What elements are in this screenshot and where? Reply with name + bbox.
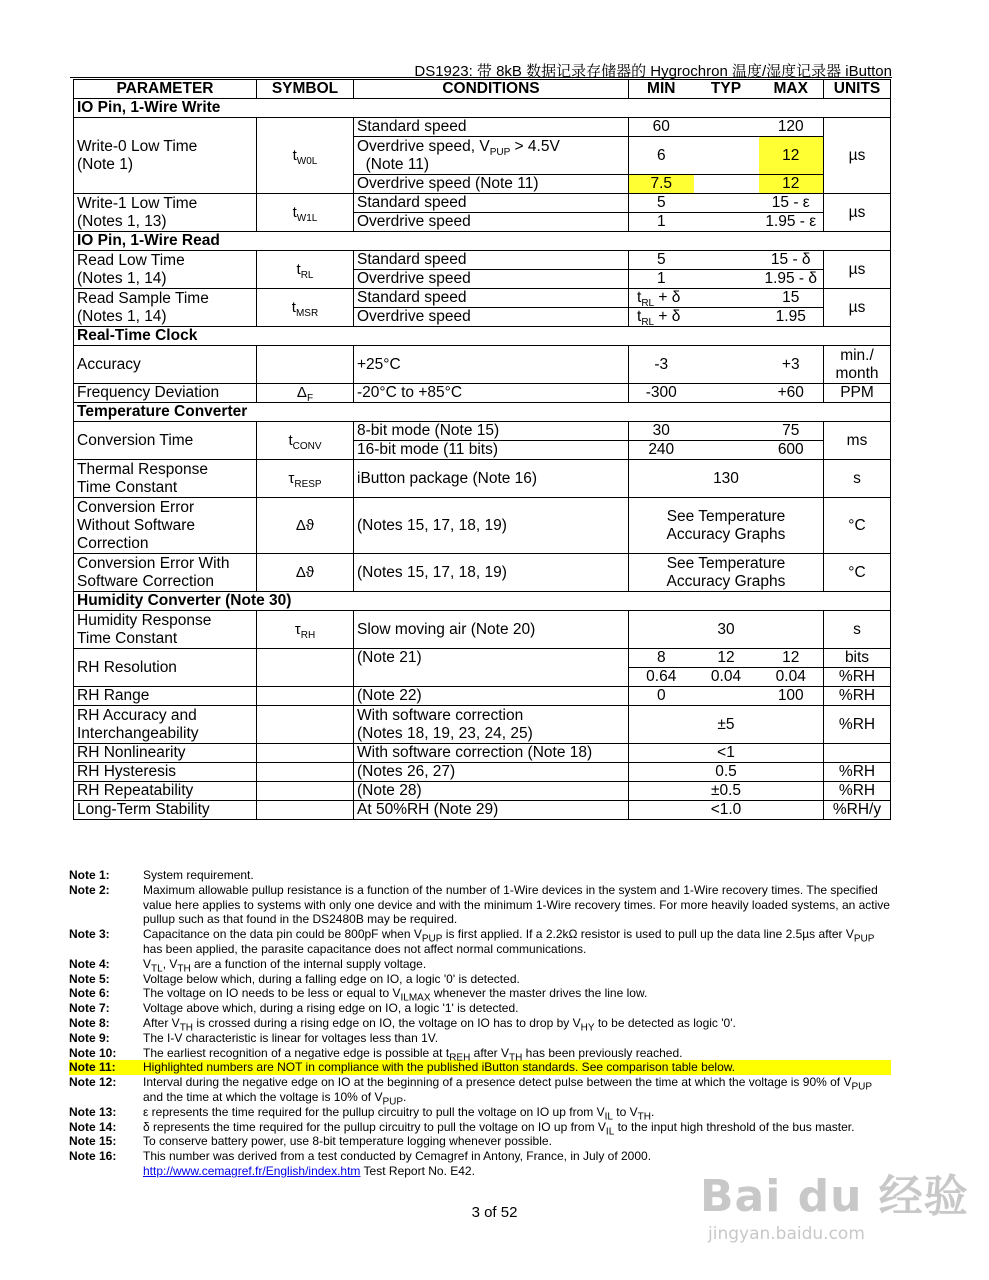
typ-cell: See Temperature Accuracy Graphs xyxy=(629,498,824,554)
spec-table xyxy=(73,79,891,820)
units-cell: °C xyxy=(824,498,891,554)
section-humidity: Humidity Converter (Note 30) xyxy=(74,592,891,611)
param-cell: Read Low Time (Notes 1, 14) xyxy=(74,251,257,289)
typ-cell xyxy=(694,422,759,441)
typ-cell: 12 xyxy=(694,649,759,668)
condition-cell: Overdrive speed xyxy=(354,270,629,289)
table-row xyxy=(74,687,891,706)
table-row xyxy=(74,194,891,213)
table-row xyxy=(74,782,891,801)
condition-cell: (Note 28) xyxy=(354,782,629,801)
table-row xyxy=(74,554,891,592)
table-row xyxy=(74,744,891,763)
document-header: DS1923: 带 8kB 数据记录存储器的 Hygrochron 温度/湿度记录器 iButton xyxy=(414,63,892,80)
condition-cell: 16-bit mode (11 bits) xyxy=(354,441,629,460)
condition-cell: Overdrive speed xyxy=(354,308,629,327)
condition-cell: With software correction (Note 18) xyxy=(354,744,629,763)
typ-cell xyxy=(694,384,759,403)
col-header-typ: TYP xyxy=(694,80,759,99)
max-cell: 120 xyxy=(759,118,824,137)
note-5: Note 5: Voltage below which, during a falling edge on IO, a logic '0' is detected. xyxy=(69,971,520,986)
typ-cell xyxy=(694,270,759,289)
max-cell: 0.04 xyxy=(759,668,824,687)
col-header-units: UNITS xyxy=(824,80,891,99)
condition-cell: At 50%RH (Note 29) xyxy=(354,801,629,820)
param-cell: Conversion Error With Software Correction xyxy=(74,554,257,592)
param-cell: RH Range xyxy=(74,687,257,706)
min-cell: 1 xyxy=(629,270,694,289)
symbol-cell: $\tau_{RESP}$ xyxy=(257,460,354,498)
condition-cell: Standard speed xyxy=(354,289,629,308)
section-row xyxy=(74,232,891,251)
condition-cell: (Notes 26, 27) xyxy=(354,763,629,782)
symbol-cell: $t_{CONV}$ xyxy=(257,422,354,460)
min-cell: 0 xyxy=(629,687,694,706)
section-rtc: Real-Time Clock xyxy=(74,327,891,346)
condition-cell: +25°C xyxy=(354,346,629,384)
typ-cell: 0.04 xyxy=(694,668,759,687)
symbol-cell: Δϑ xyxy=(257,554,354,592)
typ-cell xyxy=(694,194,759,213)
min-cell: 60 xyxy=(629,118,694,137)
col-header-min: MIN xyxy=(629,80,694,99)
min-cell: 0.64 xyxy=(629,668,694,687)
units-cell: s xyxy=(824,611,891,649)
max-cell: 600 xyxy=(759,441,824,460)
min-cell: 8 xyxy=(629,649,694,668)
units-cell: s xyxy=(824,460,891,498)
table-row xyxy=(74,498,891,554)
col-header-parameter: PARAMETER xyxy=(74,80,257,99)
condition-cell: (Note 21) xyxy=(354,649,629,687)
symbol-cell xyxy=(257,687,354,706)
units-cell xyxy=(824,744,891,763)
typ-cell xyxy=(694,687,759,706)
max-cell: 75 xyxy=(759,422,824,441)
param-cell: Accuracy xyxy=(74,346,257,384)
min-cell: $t_{RL} + \delta$ xyxy=(629,289,694,308)
page-number: 3 of 52 xyxy=(471,1204,518,1221)
min-cell: 30 xyxy=(629,422,694,441)
section-io-read: IO Pin, 1-Wire Read xyxy=(74,232,891,251)
typ-cell xyxy=(694,213,759,232)
section-temp: Temperature Converter xyxy=(74,403,891,422)
symbol-cell xyxy=(257,782,354,801)
units-cell: ms xyxy=(824,422,891,460)
note-1: Note 1: System requirement. xyxy=(69,868,254,882)
note-14: Note 14: δ represents the time required for the pullup circuitry to pull the voltage on IO up from $V_{IL}$ to the input high threshold of the bus master. xyxy=(69,1119,855,1137)
max-cell: 1.95 - ε xyxy=(759,213,824,232)
section-row xyxy=(74,592,891,611)
param-cell: RH Resolution xyxy=(74,649,257,687)
note-16: Note 16: This number was derived from a test conducted by Cemagref in Antony, France, in July of 2000. http://www.cemagref.fr/English/index.htm Test Report No. E42. xyxy=(69,1149,652,1178)
typ-cell xyxy=(694,118,759,137)
param-cell: Humidity Response Time Constant xyxy=(74,611,257,649)
condition-cell: Standard speed xyxy=(354,251,629,270)
typ-cell: ±5 xyxy=(629,706,824,744)
param-cell: Thermal Response Time Constant xyxy=(74,460,257,498)
table-row xyxy=(74,706,891,744)
baidu-watermark xyxy=(700,1160,970,1250)
symbol-cell xyxy=(257,744,354,763)
typ-cell xyxy=(694,308,759,327)
condition-cell: (Note 22) xyxy=(354,687,629,706)
watermark-url: jingyan.baidu.com xyxy=(708,1224,865,1244)
max-cell: 1.95 xyxy=(759,308,824,327)
units-cell: µs xyxy=(824,194,891,232)
table-row xyxy=(74,384,891,403)
header-rule xyxy=(70,77,892,78)
min-cell: 5 xyxy=(629,194,694,213)
watermark-logo: Bai du 经验 xyxy=(700,1171,969,1222)
units-cell: %RH xyxy=(824,706,891,744)
units-cell: %RH xyxy=(824,687,891,706)
units-cell: °C xyxy=(824,554,891,592)
note-10: Note 10: The earliest recognition of a negative edge is possible at $t_{REH}$ after $V_{TH}$ has been previously reached. xyxy=(69,1045,683,1063)
table-row xyxy=(74,611,891,649)
param-cell: Frequency Deviation xyxy=(74,384,257,403)
table-row xyxy=(74,346,891,384)
param-cell: Read Sample Time (Notes 1, 14) xyxy=(74,289,257,327)
condition-cell: -20°C to +85°C xyxy=(354,384,629,403)
note-4: Note 4: $V_{TL}$, $V_{TH}$ are a function of the internal supply voltage. xyxy=(69,956,427,975)
section-row xyxy=(74,99,891,118)
units-cell: %RH xyxy=(824,668,891,687)
typ-cell: ±0.5 xyxy=(629,782,824,801)
typ-cell xyxy=(694,289,759,308)
table-row xyxy=(74,649,891,668)
param-cell: Conversion Time xyxy=(74,422,257,460)
notes-list xyxy=(69,868,891,1179)
note-11-highlighted: Note 11: Highlighted numbers are NOT in compliance with the published iButton standards. See comparison table below. xyxy=(69,1060,891,1075)
min-cell: $t_{RL} + \delta$ xyxy=(629,308,694,327)
symbol-cell: $t_{RL}$ xyxy=(257,251,354,289)
max-cell: 15 - ε xyxy=(759,194,824,213)
max-cell: +3 xyxy=(759,346,824,384)
table-row xyxy=(74,460,891,498)
symbol-cell: $t_{W1L}$ xyxy=(257,194,354,232)
symbol-cell xyxy=(257,649,354,687)
table-row xyxy=(74,289,891,308)
typ-cell: 0.5 xyxy=(629,763,824,782)
condition-cell: Slow moving air (Note 20) xyxy=(354,611,629,649)
param-cell: RH Repeatability xyxy=(74,782,257,801)
min-cell-highlighted: 7.5 xyxy=(629,175,694,194)
symbol-cell xyxy=(257,763,354,782)
units-cell: µs xyxy=(824,251,891,289)
symbol-cell xyxy=(257,346,354,384)
section-io-write: IO Pin, 1-Wire Write xyxy=(74,99,891,118)
max-cell-highlighted: 12 xyxy=(759,137,824,175)
condition-cell: Standard speed xyxy=(354,118,629,137)
table-row xyxy=(74,763,891,782)
units-cell: %RH xyxy=(824,763,891,782)
table-header-row xyxy=(74,80,891,99)
min-cell: -3 xyxy=(629,346,694,384)
max-cell: +60 xyxy=(759,384,824,403)
units-cell: µs xyxy=(824,289,891,327)
typ-cell: See Temperature Accuracy Graphs xyxy=(629,554,824,592)
symbol-cell xyxy=(257,801,354,820)
table-row xyxy=(74,118,891,137)
units-cell: min./ month xyxy=(824,346,891,384)
param-cell: RH Accuracy and Interchangeability xyxy=(74,706,257,744)
typ-cell: <1 xyxy=(629,744,824,763)
param-cell: Conversion Error Without Software Correction xyxy=(74,498,257,554)
condition-cell: With software correction (Notes 18, 19, 23, 24, 25) xyxy=(354,706,629,744)
max-cell: 15 - δ xyxy=(759,251,824,270)
units-cell: PPM xyxy=(824,384,891,403)
note-6: Note 6: The voltage on IO needs to be less or equal to $V_{ILMAX}$ whenever the master drives the line low. xyxy=(69,986,648,1004)
param-cell: Write-0 Low Time (Note 1) xyxy=(74,118,257,194)
table-row xyxy=(74,801,891,820)
symbol-cell xyxy=(257,706,354,744)
symbol-cell: $t_{W0L}$ xyxy=(257,118,354,194)
max-cell: 12 xyxy=(759,649,824,668)
param-cell: RH Hysteresis xyxy=(74,763,257,782)
min-cell: 5 xyxy=(629,251,694,270)
condition-cell: 8-bit mode (Note 15) xyxy=(354,422,629,441)
units-cell: bits xyxy=(824,649,891,668)
col-header-symbol: SYMBOL xyxy=(257,80,354,99)
param-cell: Long-Term Stability xyxy=(74,801,257,820)
min-cell: -300 xyxy=(629,384,694,403)
typ-cell xyxy=(694,175,759,194)
max-cell: 15 xyxy=(759,289,824,308)
condition-cell: Overdrive speed (Note 11) xyxy=(354,175,629,194)
typ-cell xyxy=(694,346,759,384)
typ-cell: 30 xyxy=(629,611,824,649)
units-cell: µs xyxy=(824,118,891,194)
table-row xyxy=(74,251,891,270)
note-13: Note 13: ε represents the time required for the pullup circuitry to pull the voltage on IO up from $V_{IL}$ to $V_{TH}$. xyxy=(69,1104,655,1123)
param-cell: RH Nonlinearity xyxy=(74,744,257,763)
condition-cell: iButton package (Note 16) xyxy=(354,460,629,498)
note-8: Note 8: After $V_{TH}$ is crossed during a rising edge on IO, the voltage on IO has to drop by $V_{HY}$ to be detected as logic '0'. xyxy=(69,1015,736,1034)
units-cell: %RH xyxy=(824,782,891,801)
symbol-cell: Δϑ xyxy=(257,498,354,554)
condition-cell: Overdrive speed, $V_{PUP} > 4.5V$ (Note 11) xyxy=(354,137,629,175)
col-header-max: MAX xyxy=(759,80,824,99)
col-header-conditions: CONDITIONS xyxy=(354,80,629,99)
note-9: Note 9: The I-V characteristic is linear for voltages less than 1V. xyxy=(69,1030,439,1045)
cemagref-link[interactable]: http://www.cemagref.fr/English/index.htm xyxy=(143,1163,361,1178)
note-15: Note 15: To conserve battery power, use 8-bit temperature logging whenever possible. xyxy=(69,1134,552,1149)
min-cell: 6 xyxy=(629,137,694,175)
note-7: Note 7: Voltage above which, during a rising edge on IO, a logic '1' is detected. xyxy=(69,1001,519,1016)
min-cell: 240 xyxy=(629,441,694,460)
condition-cell: (Notes 15, 17, 18, 19) xyxy=(354,554,629,592)
typ-cell: 130 xyxy=(629,460,824,498)
condition-cell: Standard speed xyxy=(354,194,629,213)
symbol-cell: $\Delta_F$ xyxy=(257,384,354,403)
typ-cell xyxy=(694,137,759,175)
typ-cell xyxy=(694,251,759,270)
max-cell: 1.95 - δ xyxy=(759,270,824,289)
note-12: Note 12: Interval during the negative edge on IO at the beginning of a presence detect pulse between the time at which the voltage is 90% of $V_{PUP}$ and the time at which the voltage is 10% of $V_{PUP}$. xyxy=(69,1075,873,1108)
max-cell-highlighted: 12 xyxy=(759,175,824,194)
max-cell: 100 xyxy=(759,687,824,706)
symbol-cell: $\tau_{RH}$ xyxy=(257,611,354,649)
min-cell: 1 xyxy=(629,213,694,232)
condition-cell: Overdrive speed xyxy=(354,213,629,232)
condition-cell: (Notes 15, 17, 18, 19) xyxy=(354,498,629,554)
note-2: Note 2: Maximum allowable pullup resistance is a function of the number of 1-Wire devices in the system and 1-Wire recovery times. The specified value here applies to systems with only one device and with the minimum 1-Wire recovery times. For more heavily loaded systems, an active pullup such as that found in the DS2480B may be required. xyxy=(69,882,890,927)
section-row xyxy=(74,403,891,422)
param-cell: Write-1 Low Time (Notes 1, 13) xyxy=(74,194,257,232)
table-row xyxy=(74,422,891,441)
note-3: Note 3: Capacitance on the data pin could be 800pF when $V_{PUP}$ is first applied. If a 2.2kΩ resistor is used to pull up the data line 2.5µs after $V_{PUP}$ has been applied, the parasite capacitance does not affect normal communications. xyxy=(69,927,875,956)
symbol-cell: $t_{MSR}$ xyxy=(257,289,354,327)
units-cell: %RH/y xyxy=(824,801,891,820)
typ-cell: <1.0 xyxy=(629,801,824,820)
typ-cell xyxy=(694,441,759,460)
section-row xyxy=(74,327,891,346)
